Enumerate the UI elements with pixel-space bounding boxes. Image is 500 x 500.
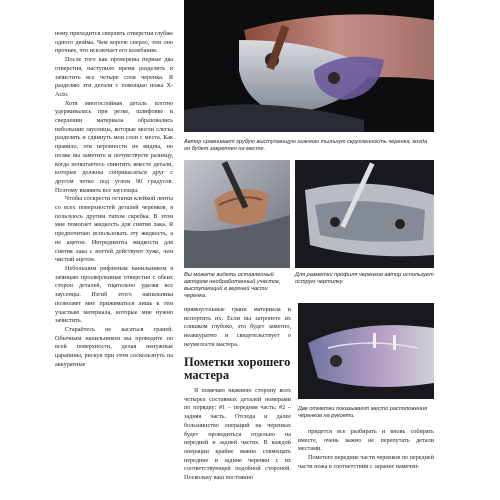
paragraph: придется все разбирать и вновь собирать вместе, очень важно не перепутать детали местами.	[298, 428, 434, 453]
photo-knife-handle-top	[184, 0, 434, 132]
middle-column-text	[184, 306, 291, 350]
paragraph: Старайтесь не касаться граней. Обычным напильником вы проводите по всей поверхности, делая ненужные царапины, рискуя при этом соскользнуть на аккуратные	[55, 325, 173, 368]
caption-middle-right: Для разметки профиля черенков автор использует острую чертилку.	[295, 272, 434, 285]
right-column-text	[298, 428, 434, 472]
left-column-text	[55, 30, 173, 369]
photo-marks-on-handle	[298, 303, 434, 399]
paragraph: Пометьте передние части черенков по передней части ножа в соответствии с заранее намечен-	[298, 454, 434, 470]
caption-middle-left: Вы можете видеть оставленный автором необработанный участок, выступающий в верхней части черенка.	[184, 272, 281, 299]
caption-bottom-right: Две отметки показывают место расположения черенков на рукояти.	[298, 406, 428, 419]
photo-rough-section	[184, 160, 290, 268]
caption-top: Автор сравнивает грубую выступающую нижнюю тыльную скругленность черенка, когда он будет закреплен на месте.	[184, 139, 428, 152]
paragraph: Я помечаю нижнюю сторону всех четырех составных деталей номерами по порядку: #1 – передняя часть; #2 – задняя часть. Отсюда и далее большинство операций на черенках будет проводиться отдельно на передней и задней частях. В каждой операции крайне важно совмещать передние и задние черенки с их соответствующей подобной стороной. Поскольку ваш постоянно	[184, 387, 291, 482]
heading-line: Пометки хорошего	[184, 355, 291, 369]
paragraph: ному приходится сверлить отверстия глубже одного дюйма. Чем короче сверло, тем оно прочнее, что исключает его колебания.	[55, 30, 173, 55]
paragraph: прямоугольные грани материала и испортить их. Если вы затронете их слишком глубоко, это будет заметно, неаккуратно и свидетельствует о неумелости мастера.	[184, 306, 291, 348]
heading-line: мастера	[184, 368, 230, 382]
section-heading	[184, 356, 294, 382]
section-text	[184, 387, 291, 483]
photo-scribe-marking	[295, 160, 434, 268]
paragraph: Чтобы соскрести остатки клейкой ленты со всех поверхностей деталей черенков, я пользуюсь другим типом скребка. В этом мне помогает жидкость для снятия лака. Я предпочитаю использовать эту жидкость, а не ацетон. Ингредиенты жидкости для снятия лака с ногтей действуют хуже, чем чистый ацетон.	[55, 195, 173, 264]
paragraph: Хотя многослойная деталь плотно удерживалась при резке, шлифовке и сверлении материала образовались небольшие заусенцы, которые могли слегка разделять и сдвинуть мои слои с места. Как правило, эти неровности не видны, но позже вы заметите и почувствуете разницу, когда попытаетесь свинтить вместе детали, которые должны соприкасаться друг с другом четко под углом 90 градусов. Поэтому выявить все заусенцы.	[55, 99, 173, 194]
paragraph: Небольшим рифленым напильником я зачищаю просверленные отверстия с обеих сторон деталей, тщательно удаляя все заусенцы. Изгиб этого напильника позволяет мне прижиматься лишь к тем участкам материала, которые мне нужно зачистить.	[55, 264, 173, 325]
paragraph: После того как проверены первые два отверстия, наступило время разделить и зачистить все четыре слоя черенка. Я разделяю эти детали с помощью ножа X-Acto.	[55, 56, 173, 98]
